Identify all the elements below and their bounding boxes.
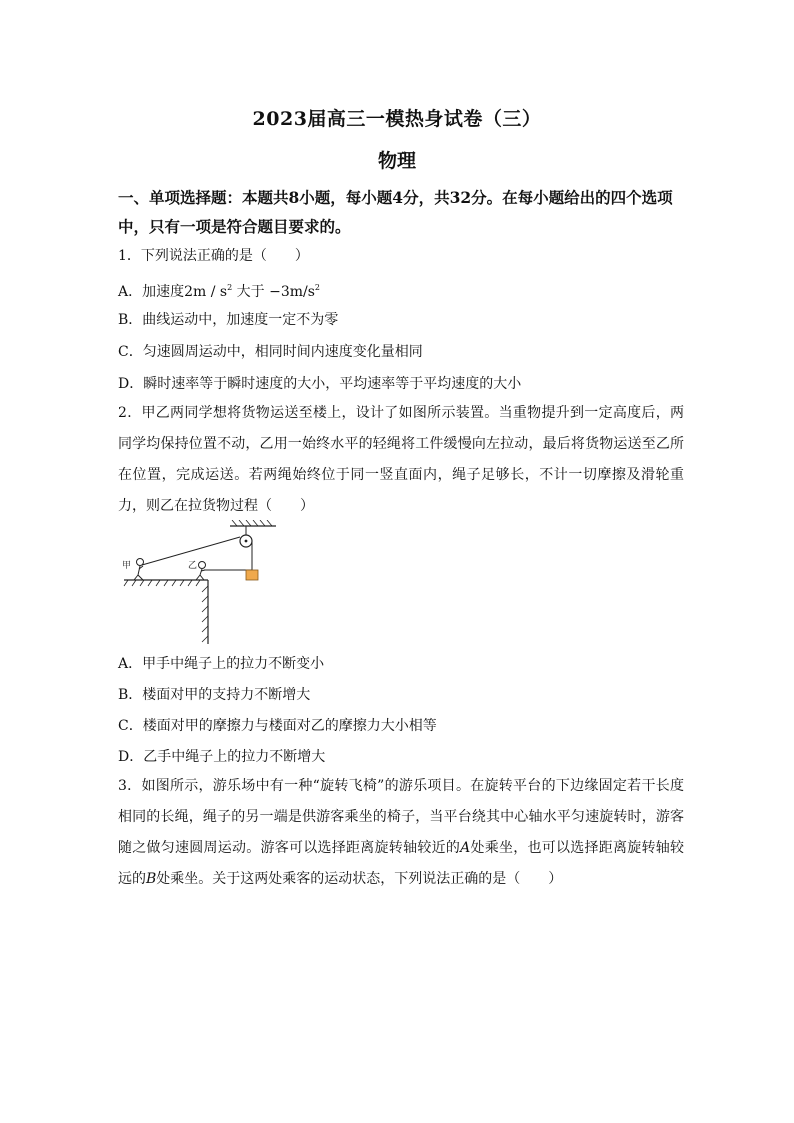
q1-option-a-text-2: 大于 −3m/s <box>232 284 315 300</box>
section-heading: 一、单项选择题：本题共8小题，每小题4分，共32分。在每小题给出的四个选项中，只有一项是符合题目要求的。 <box>118 188 673 236</box>
q2-stem: 2．甲乙两同学想将货物运送至楼上，设计了如图所示装置。当重物提升到一定高度后，两同学均保持位置不动，乙用一始终水平的轻绳将工件缓慢向左拉动，最后将货物运送至乙所在位置，完成运送。若两绳始终位于同一竖直面内，绳子足够长，不计一切摩擦及滑轮重力，则乙在拉货物过程（ ） <box>118 405 684 514</box>
q1-option-a-exponent: 2 <box>227 283 233 292</box>
subject-title: 物理 <box>377 150 416 172</box>
q1-option-a <box>118 278 690 302</box>
q1-option-c: C．匀速圆周运动中，相同时间内速度变化量相同 <box>118 344 423 360</box>
q3-point-a: A <box>460 840 471 856</box>
q2-pulley-diagram <box>118 520 288 646</box>
q1-stem: 1．下列说法正确的是（ ） <box>118 248 309 264</box>
person-jia <box>134 559 144 581</box>
label-yi: 乙 <box>188 561 198 571</box>
exam-title: 2023届高三一模热身试卷（三） <box>252 108 542 130</box>
q2-option-c: C．楼面对甲的摩擦力与楼面对乙的摩擦力大小相等 <box>118 718 437 734</box>
q1-option-b: B．曲线运动中，加速度一定不为零 <box>118 312 339 328</box>
pulley-diagram-svg <box>118 520 288 646</box>
q2-option-a: A．甲手中绳子上的拉力不断变小 <box>118 656 325 672</box>
wall-hatch <box>202 586 208 642</box>
floor-hatch <box>124 580 200 586</box>
q3-stem <box>118 771 684 895</box>
q3-stem-part-3: 处乘坐。关于这两处乘客的运动状态，下列说法正确的是（ ） <box>156 871 563 887</box>
q1-option-a-exponent-2: 2 <box>314 283 321 292</box>
q1-option-d: D．瞬时速率等于瞬时速度的大小，平均速率等于平均速度的大小 <box>118 376 522 392</box>
q3-stem-part-1: 3．如图所示，游乐场中有一种“旋转飞椅”的游乐项目。在旋转平台的下边缘固定若干长度相同的长绳，绳子的另一端是供游客乘坐的椅子，当平台绕其中心轴水平匀速旋转时，游客随之做匀速圆周运动。游客可以选择距离旋转轴较近的 <box>118 778 684 856</box>
q3-stem-part-2: 处乘坐，也可以选择距离旋转轴较远的 <box>118 840 685 887</box>
label-jia: 甲 <box>122 561 132 571</box>
person-yi <box>196 562 206 581</box>
q2-option-d: D．乙手中绳子上的拉力不断增大 <box>118 749 326 765</box>
q2-option-b: B．楼面对甲的支持力不断增大 <box>118 687 311 703</box>
pulley-axle <box>245 540 248 543</box>
q1-option-a-text: A．加速度2m / s <box>118 284 228 300</box>
q3-point-b: B <box>146 871 157 887</box>
ceiling-hatch <box>232 520 272 526</box>
cargo-box <box>246 570 258 580</box>
